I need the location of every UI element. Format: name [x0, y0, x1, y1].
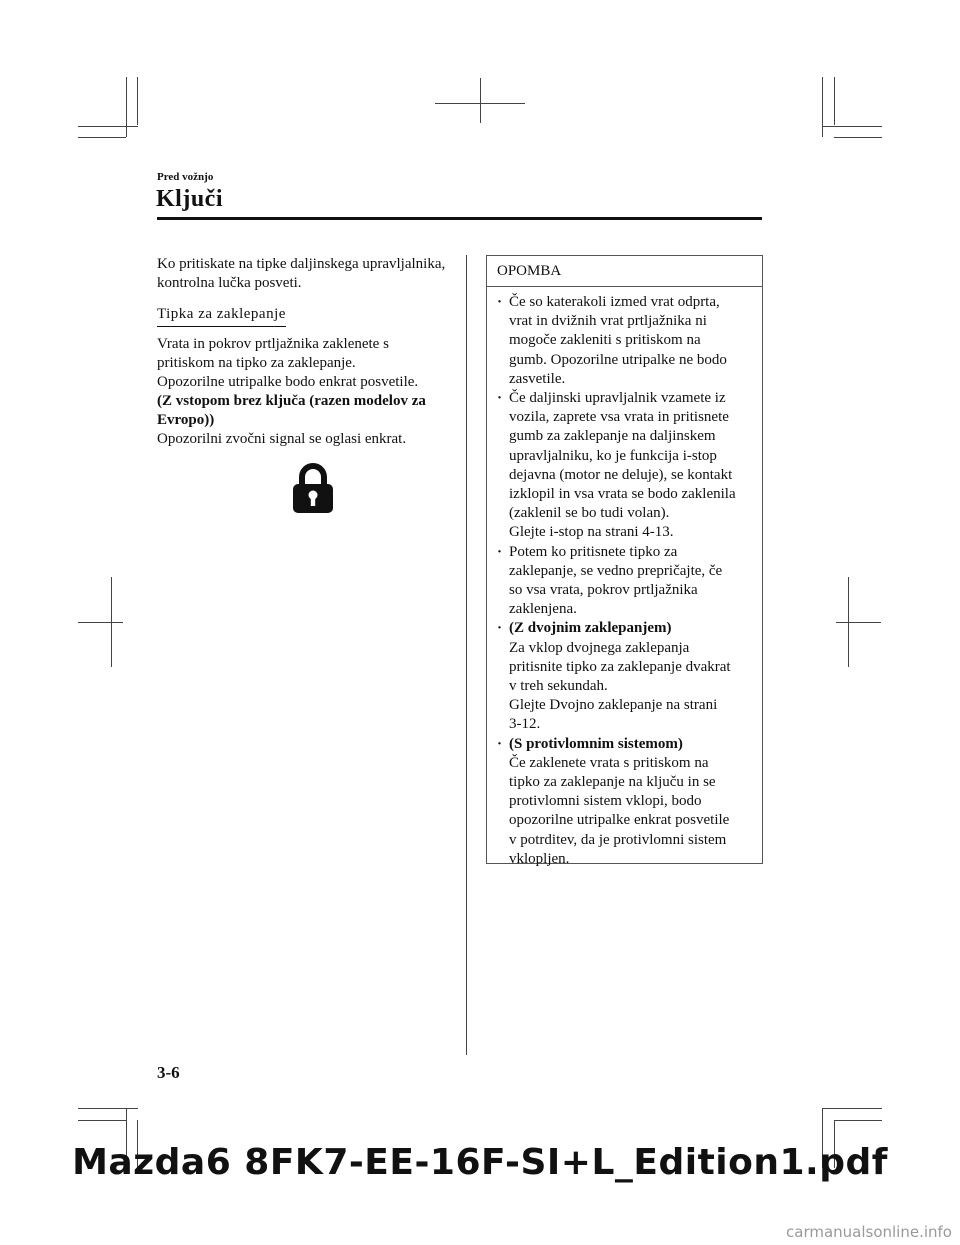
note-title: OPOMBA [487, 256, 762, 287]
note-item-line: opozorilne utripalke enkrat posvetile [509, 812, 730, 829]
note-item-heading: · (S protivlomnim sistemom) [509, 735, 683, 752]
hazard-paragraph: Opozorilne utripalke bodo enkrat posvetile. [157, 374, 419, 390]
note-item-line: zaklepanje, se vedno prepričajte, če [509, 562, 723, 579]
note-item-line: gumb za zaklepanje na daljinskem [509, 428, 716, 445]
intro-paragraph: Ko pritiskate na tipke daljinskega upravljalnika, kontrolna lučka posveti. [157, 256, 446, 291]
note-item-line: Če zaklenete vrata s pritiskom na [509, 754, 709, 771]
watermark: carmanualsonline.info [786, 1223, 952, 1241]
note-item-heading: · (Z dvojnim zaklepanjem) [509, 620, 672, 637]
note-item-line: v potrditev, da je protivlomni sistem [509, 831, 727, 848]
note-item [509, 543, 758, 620]
note-item-line: dejavna (motor ne deluje), se kontakt [509, 466, 733, 483]
lock-icon [291, 462, 335, 514]
note-item [509, 389, 758, 543]
note-item-line: Glejte Dvojno zaklepanje na strani [509, 697, 718, 714]
note-item-line: zaklenjena. [509, 601, 577, 618]
lock-paragraph: Vrata in pokrov prtljažnika zaklenete s pritiskom na tipko za zaklepanje. [157, 336, 389, 371]
note-item [509, 619, 758, 734]
note-item-line: v treh sekundah. [509, 678, 608, 695]
note-item-line: gumb. Opozorilne utripalke ne bodo [509, 351, 727, 368]
note-list [487, 287, 762, 869]
note-item-line: tipko za zaklepanje na ključu in se [509, 774, 716, 791]
column-divider [466, 255, 467, 1055]
note-item-line: Glejte i-stop na strani 4-13. [509, 524, 674, 541]
note-item-line: izklopil in vsa vrata se bodo zaklenila [509, 486, 736, 503]
note-item-line: upravljalniku, ko je funkcija i-stop [509, 447, 717, 464]
lock-button-subheading: Tipka za zaklepanje [157, 305, 286, 327]
note-item [509, 735, 758, 869]
note-item-line: vozila, zaprete vsa vrata in pritisnete [509, 409, 729, 426]
page-number: 3-6 [157, 1063, 180, 1082]
keyless-heading: (Z vstopom brez ključa (razen modelov za Evropo)) [157, 393, 426, 428]
note-item-line: Za vklop dvojnega zaklepanja [509, 639, 690, 656]
beep-paragraph: Opozorilni zvočni signal se oglasi enkrat. [157, 431, 407, 447]
note-item-line: so vsa vrata, pokrov prtljažnika [509, 582, 698, 599]
note-item-line: protivlomni sistem vklopi, bodo [509, 793, 702, 810]
note-item-line: vrat in dvižnih vrat prtljažnika ni [509, 313, 707, 330]
note-item-line: zasvetile. [509, 370, 566, 387]
note-item [509, 293, 758, 389]
note-box [486, 255, 763, 867]
note-item-line: · Če so katerakoli izmed vrat odprta, [509, 294, 720, 310]
note-item-line: · Potem ko pritisnete tipko za [509, 543, 678, 560]
left-column [157, 255, 447, 449]
note-item-line: · Če daljinski upravljalnik vzamete iz [509, 390, 726, 407]
note-item-line: mogoče zakleniti s pritiskom na [509, 332, 701, 349]
note-item-line: vklopljen. [509, 850, 570, 867]
note-item-line: (zaklenil se bo tudi volan). [509, 505, 670, 522]
page-title: Ključi [156, 186, 223, 212]
section-label: Pred vožnjo [157, 171, 214, 183]
note-item-line: 3-12. [509, 716, 541, 733]
title-rule [157, 217, 762, 220]
note-item-line: pritisnite tipko za zaklepanje dvakrat [509, 658, 731, 675]
footer-filename: Mazda6 8FK7-EE-16F-SI+L_Edition1.pdf [72, 1142, 888, 1183]
